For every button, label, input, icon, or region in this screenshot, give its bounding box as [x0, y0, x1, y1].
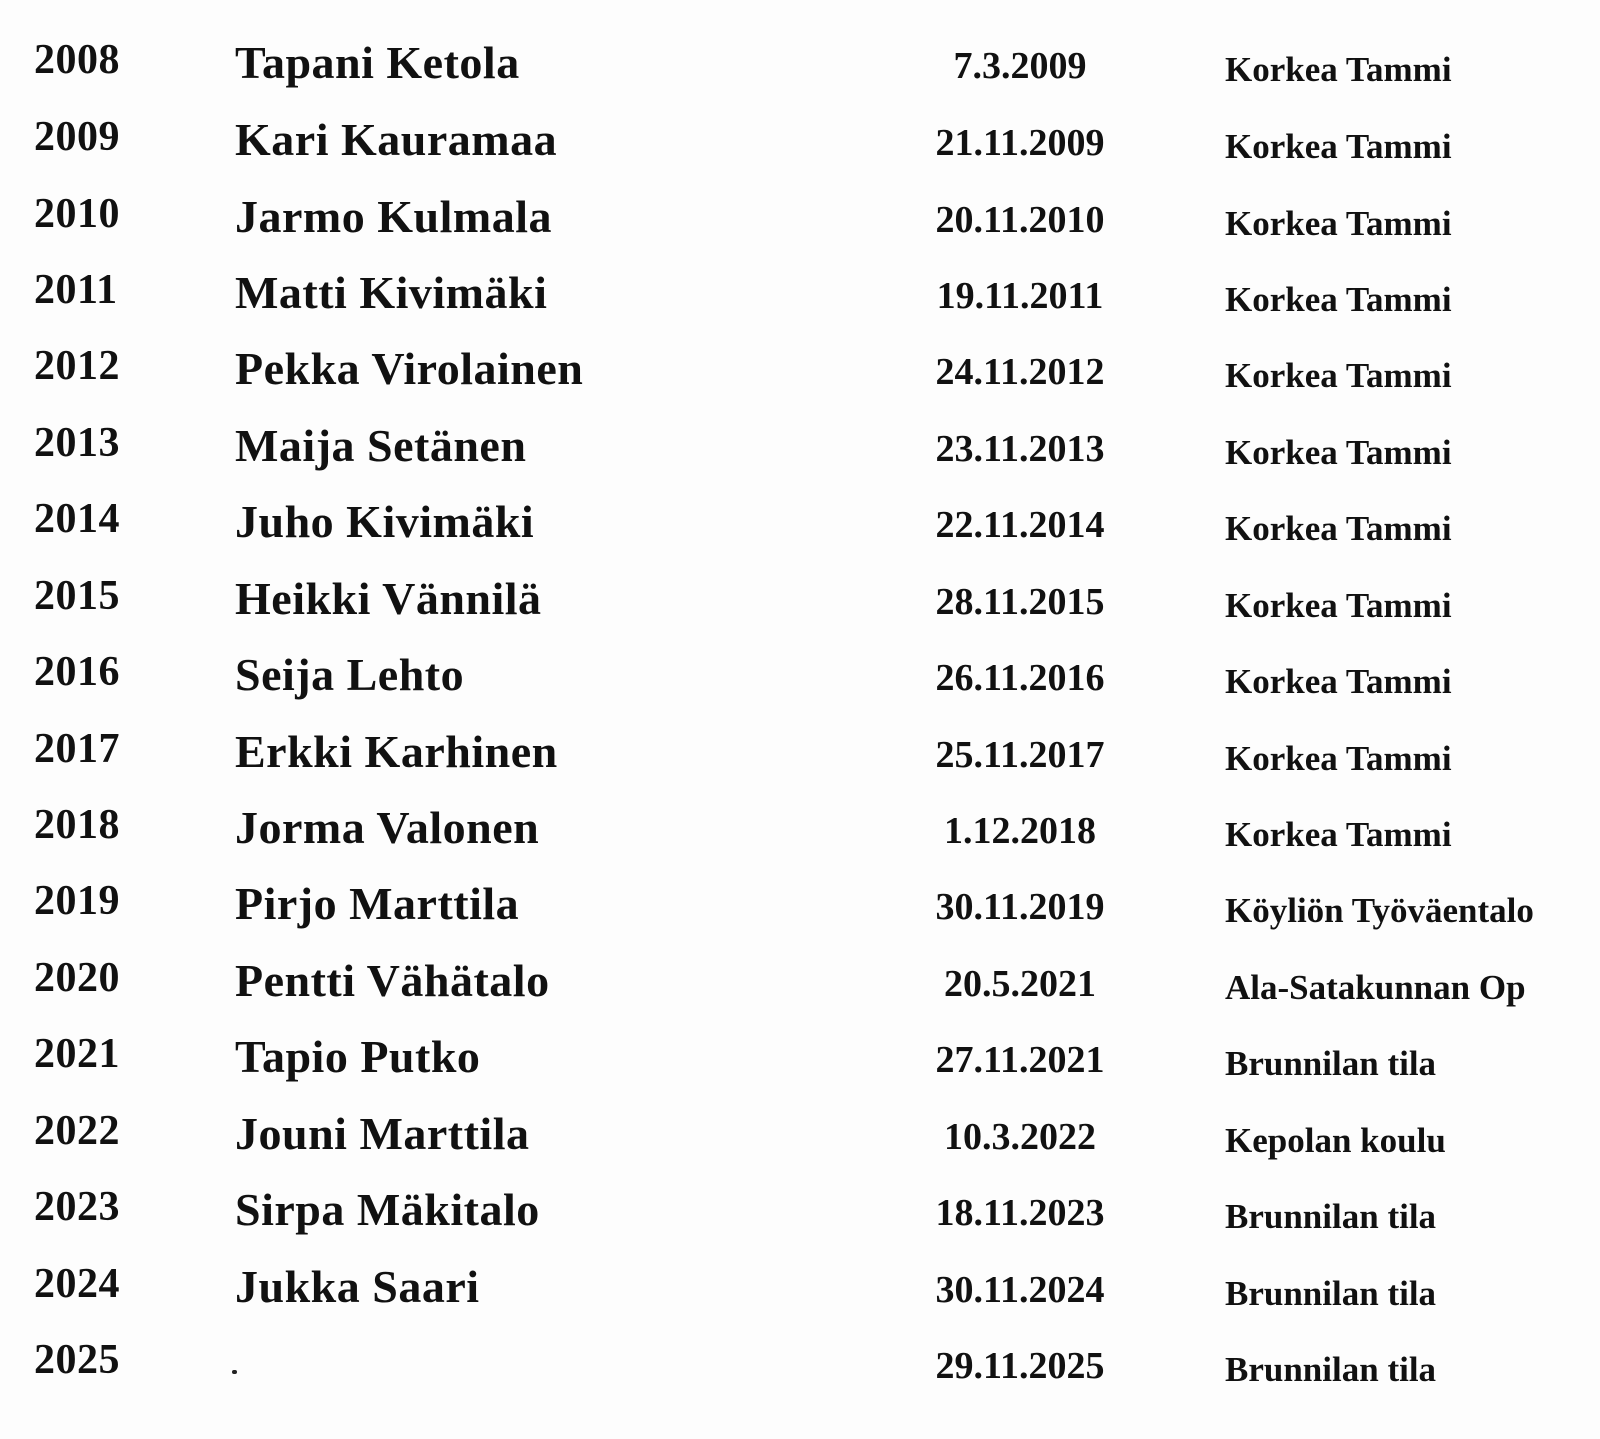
row-date: 30.11.2024 [935, 1269, 1105, 1311]
list-row [0, 113, 1600, 191]
row-date: 27.11.2021 [935, 1039, 1105, 1081]
row-date: 10.3.2022 [944, 1116, 1096, 1158]
row-date: 30.11.2019 [935, 886, 1105, 928]
list-row [0, 1260, 1600, 1338]
row-date: 29.11.2025 [935, 1345, 1105, 1387]
row-place: Brunnilan tila [1225, 1350, 1437, 1389]
row-place: Korkea Tammi [1225, 50, 1452, 89]
row-place: Ala-Satakunnan Op [1225, 968, 1526, 1007]
row-year: 2018 [34, 802, 120, 848]
row-name: Matti Kivimäki [235, 267, 548, 318]
row-year: 2024 [34, 1261, 120, 1307]
row-name: Jarmo Kulmala [235, 191, 552, 242]
list-row [0, 801, 1600, 879]
row-place: Korkea Tammi [1225, 662, 1452, 701]
row-year: 2010 [34, 191, 120, 237]
list-row [0, 648, 1600, 726]
row-name: Heikki Vännilä [235, 573, 542, 624]
row-name: Pekka Virolainen [235, 343, 584, 394]
row-name: Jukka Saari [235, 1261, 480, 1312]
list-row [0, 266, 1600, 344]
row-date: 22.11.2014 [935, 504, 1105, 546]
row-place: Korkea Tammi [1225, 433, 1452, 472]
row-date: 26.11.2016 [935, 657, 1105, 699]
row-year: 2016 [34, 649, 120, 695]
row-date: 20.5.2021 [944, 963, 1096, 1005]
row-date: 21.11.2009 [935, 122, 1105, 164]
row-year: 2011 [34, 267, 118, 313]
row-place: Kepolan koulu [1225, 1121, 1446, 1160]
row-year: 2023 [34, 1184, 120, 1230]
row-place: Korkea Tammi [1225, 280, 1452, 319]
row-place: Korkea Tammi [1225, 739, 1452, 778]
row-year: 2013 [34, 420, 120, 466]
row-year: 2020 [34, 955, 120, 1001]
row-place: Brunnilan tila [1225, 1274, 1437, 1313]
row-name: Pentti Vähätalo [235, 955, 550, 1006]
row-name: Erkki Karhinen [235, 726, 558, 777]
row-place: Korkea Tammi [1225, 509, 1452, 548]
row-year: 2009 [34, 114, 120, 160]
row-date: 18.11.2023 [935, 1192, 1105, 1234]
list-row [0, 954, 1600, 1032]
list-row [0, 419, 1600, 497]
list-row [0, 1107, 1600, 1185]
list-row [0, 342, 1600, 420]
row-place: Korkea Tammi [1225, 815, 1452, 854]
scan-speck [232, 1370, 237, 1374]
list-row [0, 495, 1600, 573]
row-name: Tapio Putko [235, 1031, 481, 1082]
row-year: 2008 [34, 37, 120, 83]
row-year: 2017 [34, 726, 120, 772]
list-row [0, 190, 1600, 268]
row-place: Köyliön Työväentalo [1225, 891, 1534, 930]
row-date: 23.11.2013 [935, 428, 1105, 470]
list-row [0, 877, 1600, 955]
row-name: Seija Lehto [235, 649, 465, 700]
row-place: Korkea Tammi [1225, 127, 1452, 166]
row-name: Maija Setänen [235, 420, 527, 471]
row-date: 25.11.2017 [935, 734, 1105, 776]
row-name: Pirjo Marttila [235, 878, 520, 929]
row-date: 24.11.2012 [935, 351, 1105, 393]
row-date: 28.11.2015 [935, 581, 1105, 623]
row-year: 2012 [34, 343, 120, 389]
row-name: Sirpa Mäkitalo [235, 1184, 540, 1235]
row-name: Kari Kauramaa [235, 114, 558, 165]
list-row [0, 1336, 1600, 1414]
row-place: Korkea Tammi [1225, 356, 1452, 395]
row-year: 2019 [34, 878, 120, 924]
row-name: Jouni Marttila [235, 1108, 530, 1159]
row-year: 2014 [34, 496, 120, 542]
row-year: 2015 [34, 573, 120, 619]
list-row [0, 1183, 1600, 1261]
row-place: Korkea Tammi [1225, 586, 1452, 625]
list-row [0, 572, 1600, 650]
row-place: Brunnilan tila [1225, 1197, 1437, 1236]
row-date: 7.3.2009 [953, 45, 1087, 87]
row-date: 1.12.2018 [944, 810, 1096, 852]
row-year: 2021 [34, 1031, 120, 1077]
row-place: Brunnilan tila [1225, 1044, 1437, 1083]
row-place: Korkea Tammi [1225, 204, 1452, 243]
row-date: 20.11.2010 [935, 199, 1105, 241]
row-name: Jorma Valonen [235, 802, 540, 853]
row-year: 2025 [34, 1337, 120, 1383]
list-row [0, 725, 1600, 803]
row-name: Juho Kivimäki [235, 496, 535, 547]
row-name: Tapani Ketola [235, 37, 520, 88]
list-row [0, 1030, 1600, 1108]
row-date: 19.11.2011 [936, 275, 1104, 317]
row-year: 2022 [34, 1108, 120, 1154]
list-row [0, 36, 1600, 114]
